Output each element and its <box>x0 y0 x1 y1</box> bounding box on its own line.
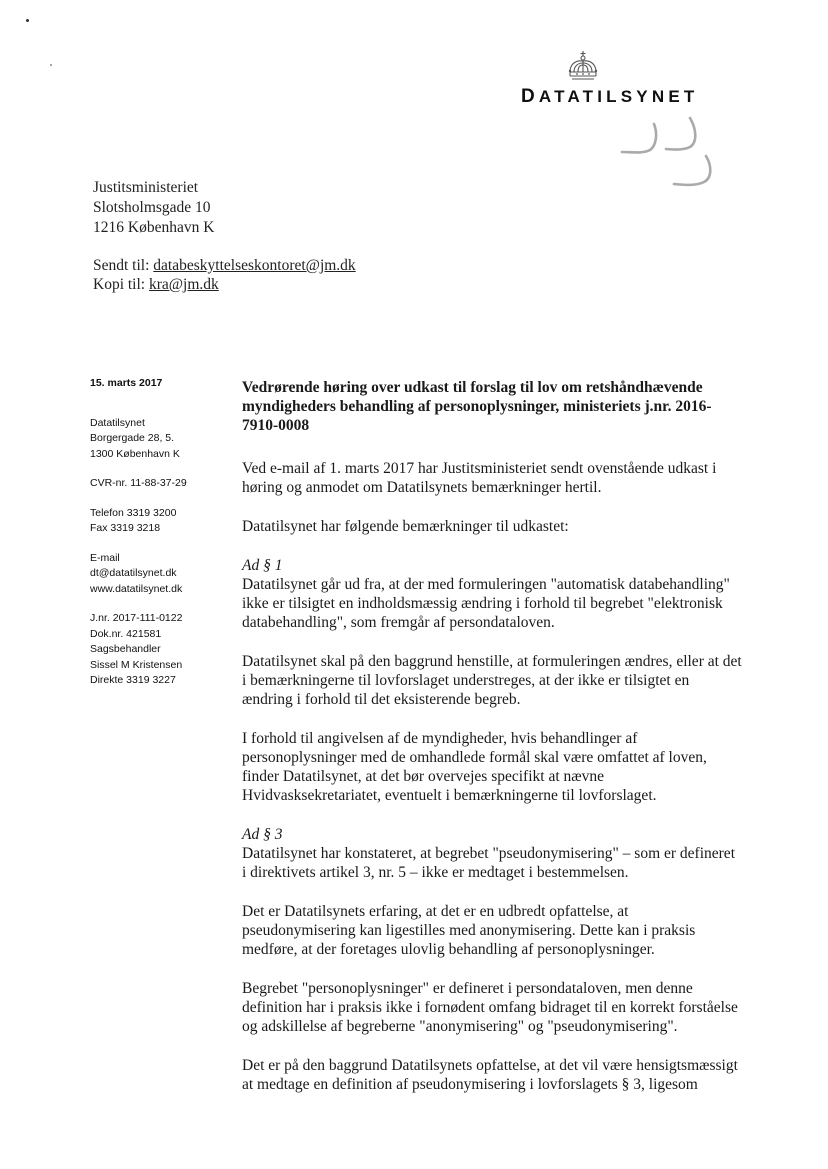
sent-block <box>93 256 356 294</box>
body-paragraph: Det er Datatilsynets erfaring, at det er en udbredt opfattelse, at pseudonymisering kan ligestilles med anonymisering. Dette kan i praksis medføre, at der foretages ulovlig behandling af personoplysninger. <box>242 903 696 958</box>
sender-street: Borgergade 28, 5. <box>90 432 175 444</box>
body-paragraph: Det er på den baggrund Datatilsynets opfattelse, at det vil være hensigtsmæssigt at medtage en definition af pseudonymisering i lovforslagets § 3, ligesom <box>242 1057 738 1093</box>
recipient-address <box>93 178 214 238</box>
lead-paragraph: Datatilsynet har følgende bemærkninger til udkastet: <box>242 518 569 535</box>
letter-subject: Vedrørende høring over udkast til forslag til lov om retshåndhævende myndigheders behandling af personoplysninger, ministeriets j.nr. 2016-7910-0008 <box>242 379 712 434</box>
sent-to-line <box>93 256 356 275</box>
cvr-number: CVR-nr. 11-88-37-29 <box>90 477 187 489</box>
brand-rest: ATATILSYNET <box>538 87 699 106</box>
crown-icon <box>566 50 600 82</box>
case-officer-label: Sagsbehandler <box>90 643 161 655</box>
fax-number: Fax 3319 3218 <box>90 522 161 534</box>
journal-number: J.nr. 2017-111-0122 <box>90 612 183 624</box>
document-number: Dok.nr. 421581 <box>90 627 162 640</box>
body-paragraph: Begrebet "personoplysninger" er defineret i persondataloven, men denne definition har i praksis ikke i fornødent omfang bidraget til en korrekt forståelse og adskillelse af begreberne "anonymisering" og "pseudonymisering". <box>242 980 738 1035</box>
brand-initial: D <box>521 86 539 107</box>
letter-body <box>242 378 742 1114</box>
body-paragraph: I forhold til angivelsen af de myndigheder, hvis behandlinger af personoplysninger med de omhandlede formål skal være omfattet af loven, finder Datatilsynet, at det bør overvejes specifikt at nævne Hvidvasksekretariatet, eventuelt i bemærkningerne til lovforslaget. <box>242 730 707 804</box>
case-reference <box>90 611 230 689</box>
sender-email[interactable]: dt@datatilsynet.dk <box>90 567 177 579</box>
section-paragraph-1 <box>242 556 742 632</box>
body-paragraph: Datatilsynet skal på den baggrund henstille, at formuleringen ændres, eller at det i bemærkningerne til lovforslaget understreges, at der ikke er tilsigtet en ændring i forhold til det eksisterende begreb. <box>242 653 742 708</box>
section-heading: Ad § 1 <box>242 557 283 574</box>
scan-speck <box>26 19 29 22</box>
sender-city: 1300 København K <box>90 447 180 460</box>
sender-sidebar <box>90 376 230 703</box>
intro-paragraph: Ved e-mail af 1. marts 2017 har Justitsministeriet sendt ovenstående udkast i høring og anmodet om Datatilsynets bemærkninger hertil. <box>242 460 717 496</box>
phone-number: Telefon 3319 3200 <box>90 506 177 519</box>
cc-line <box>93 275 356 294</box>
sender-cvr <box>90 476 230 492</box>
cc-label: Kopi til: <box>93 276 149 293</box>
sent-to-label: Sendt til: <box>93 257 154 274</box>
section-text: Datatilsynet går ud fra, at der med formuleringen "automatisk databehandling" ikke er tilsigtet en indholdsmæssig ændring i forhold til begrebet "elektronisk databehandling", som fremgår af persondataloven. <box>242 576 730 631</box>
sender-address <box>90 416 230 463</box>
brand-wordmark <box>521 86 698 108</box>
sender-name: Datatilsynet <box>90 416 145 429</box>
direct-phone: Direkte 3319 3227 <box>90 674 176 686</box>
case-officer-name: Sissel M Kristensen <box>90 658 183 671</box>
handwritten-tick-marks <box>612 112 722 192</box>
sent-to-email-link[interactable]: databeskyttelseskontoret@jm.dk <box>153 257 356 274</box>
recipient-street: Slotsholmsgade 10 <box>93 199 211 216</box>
recipient-city: 1216 København K <box>93 219 215 236</box>
section-paragraph-3 <box>242 825 742 882</box>
recipient-name: Justitsministeriet <box>93 179 199 196</box>
section-text: Datatilsynet har konstateret, at begrebet "pseudonymisering" – som er defineret i direktivets artikel 3, nr. 5 – ikke er medtaget i bestemmelsen. <box>242 845 735 881</box>
section-heading: Ad § 3 <box>242 826 283 843</box>
scan-speck <box>50 64 52 66</box>
letter-date: 15. marts 2017 <box>90 377 163 389</box>
email-label: E-mail <box>90 551 120 564</box>
cc-email-link[interactable]: kra@jm.dk <box>148 276 219 293</box>
sender-website[interactable]: www.datatilsynet.dk <box>90 582 183 595</box>
sender-phone <box>90 506 230 537</box>
sender-contact <box>90 551 230 598</box>
